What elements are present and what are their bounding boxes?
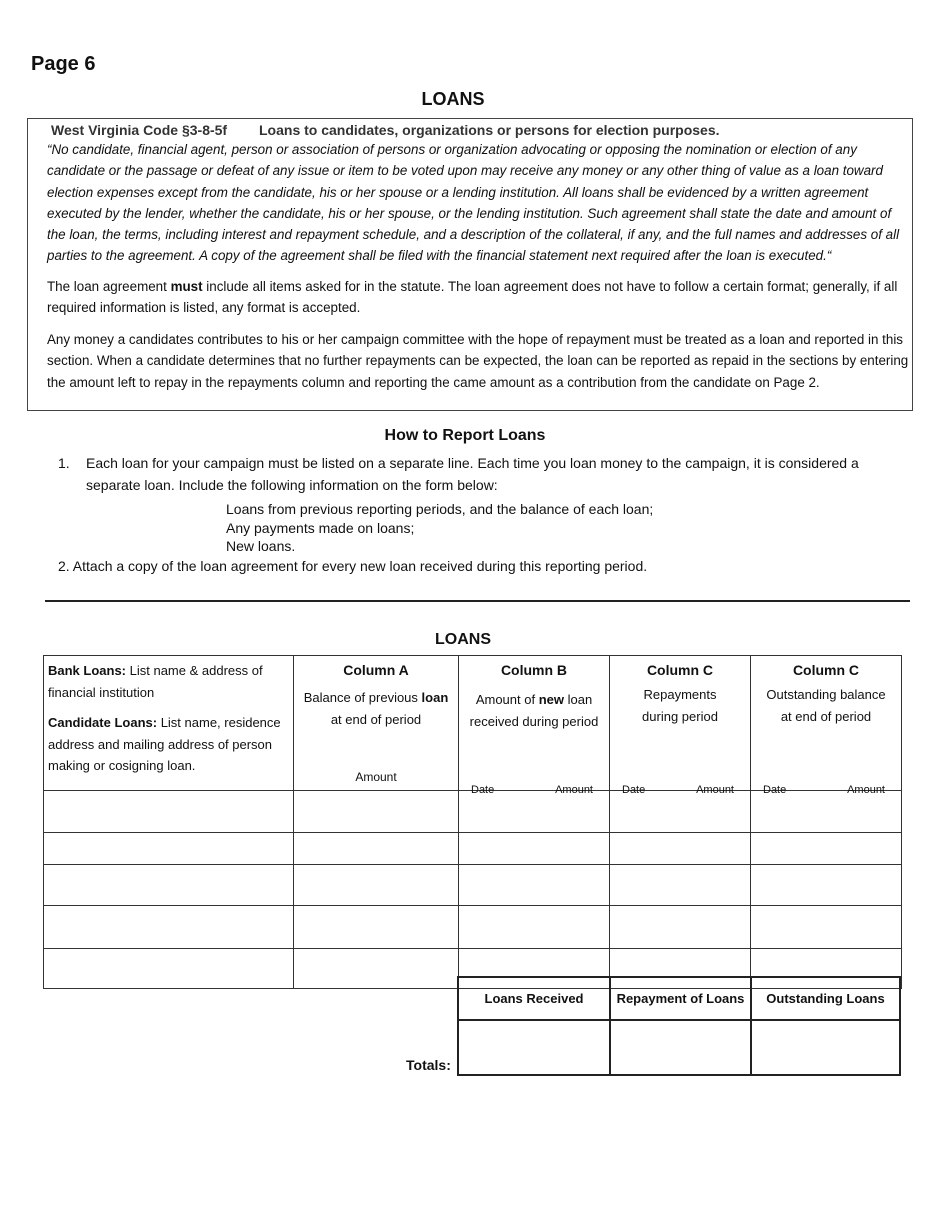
- totals-label: Totals:: [406, 1057, 451, 1073]
- column-b-header: Column B Amount of new loan received during period Date Amount: [459, 656, 610, 791]
- code-box: [27, 118, 913, 411]
- table-header-row: [44, 656, 902, 791]
- outstanding-header: Outstanding Loans: [750, 976, 901, 1021]
- step-1-number: 1.: [58, 455, 70, 471]
- table-row: [44, 905, 902, 948]
- page-title: LOANS: [421, 89, 485, 109]
- divider: [45, 600, 910, 602]
- outstanding-total-field[interactable]: [750, 1019, 901, 1076]
- statute-quote: “No candidate, financial agent, person or association of persons or organization advocating or opposing the nomination or election of any candidate or the passage or defeat of any issue or item to be voted upon may receive any money or any other thing of value as a loan toward election expenses except from the candidate, his or her spouse or a lending institution. All loans shall be evidenced by a written agreement executed by the lender, whether the candidate, his or her spouse, or the lending institution. Such agreement shall state the date and amount of the loan, the terms, including interest and repayment schedule, and a description of the collateral, if any, and the full names and addresses of all parties to the agreement. A copy of the agreement shall be filed with the financial statement next required after the loan is executed.“: [47, 142, 900, 264]
- agreement-paragraph: The loan agreement must include all items asked for in the statute. The loan agreement does not have to follow a certain format; generally, if all required information is listed, any format is accepted.: [47, 279, 898, 316]
- table-title: LOANS: [435, 631, 491, 648]
- sub-item: Loans from previous reporting periods, and the balance of each loan;: [226, 501, 654, 517]
- column-c-header: Column C Repayments during period Date Amount: [610, 656, 751, 791]
- code-reference: West Virginia Code §3-8-5f: [51, 122, 228, 138]
- repayment-total-field[interactable]: [609, 1019, 752, 1076]
- loan-description-header: Bank Loans: List name & address of financial institution Candidate Loans: List name, residence address and mailing address of person making or cosigning loan.: [44, 656, 294, 791]
- table-row: [44, 790, 902, 832]
- page-number: Page 6: [31, 53, 96, 75]
- column-a-header: Column A Balance of previous loan at end of period Amount: [294, 656, 459, 791]
- column-d-header: Column C Outstanding balance at end of period Date Amount: [751, 656, 902, 791]
- step-1-text: Each loan for your campaign must be listed on a separate line. Each time you loan money to the campaign, it is considered a separate loan. Include the following information on the form below:: [86, 455, 859, 493]
- sub-item: Any payments made on loans;: [226, 520, 415, 536]
- loans-received-total-field[interactable]: [457, 1019, 611, 1076]
- code-heading-text: Loans to candidates, organizations or persons for election purposes.: [259, 122, 720, 138]
- repayment-header: Repayment of Loans: [609, 976, 752, 1021]
- code-heading: [51, 122, 720, 138]
- howto-title: How to Report Loans: [384, 427, 546, 444]
- step-2-text: 2. Attach a copy of the loan agreement for every new loan received during this reporting period.: [58, 558, 648, 574]
- table-row: [44, 864, 902, 905]
- loans-received-header: Loans Received: [457, 976, 611, 1021]
- sub-item: New loans.: [226, 538, 296, 554]
- loans-table: [43, 655, 902, 989]
- candidate-contribution-paragraph: Any money a candidates contributes to his or her campaign committee with the hope of repayment must be treated as a loan and reported in this section. When a candidate determines that no further repayments can be expected, the loan can be reported as repaid in the sections by entering the amount left to repay in the repayments column and reporting the came amount as a contribution from the candidate on Page 2.: [47, 332, 909, 390]
- table-row: [44, 832, 902, 864]
